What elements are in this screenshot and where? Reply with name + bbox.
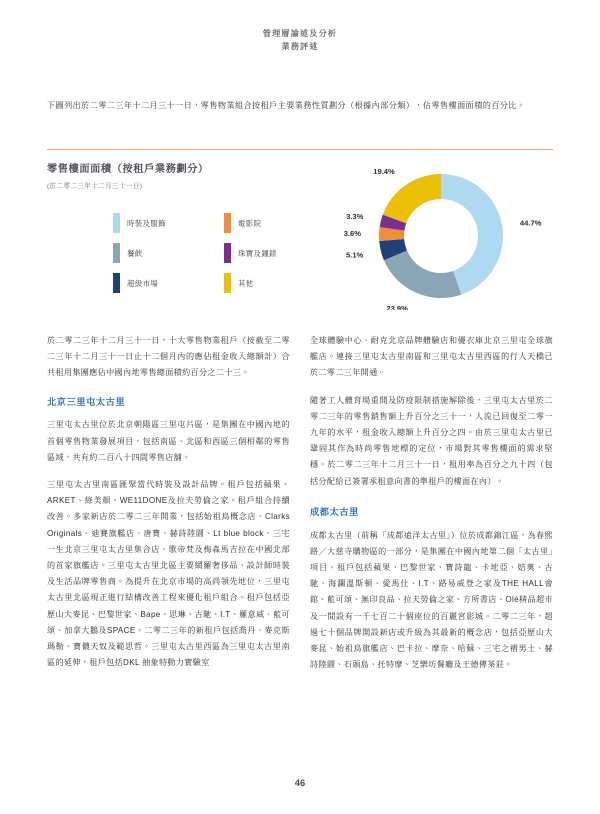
section-divider	[47, 149, 553, 150]
legend-item-others	[224, 268, 323, 298]
section-heading-beijing-sanlitun: 北京三里屯太古里	[47, 396, 126, 407]
legend-swatch-fashion	[113, 213, 120, 233]
body-column-left	[47, 333, 290, 671]
chart-legend	[113, 208, 323, 298]
section-heading-chengdu-taikoo-li: 成都太古里	[310, 506, 359, 517]
donut-slice-label: 5.1%	[345, 250, 364, 260]
legend-item-food-beverage	[113, 238, 212, 268]
running-head-line-1: 管理層論述及分析	[262, 29, 338, 38]
donut-slice-label: 23.9%	[386, 303, 408, 310]
donut-chart-svg	[333, 162, 553, 310]
left-paragraph-2: 三里屯太古里位於北京朝陽區三里屯片區，是集團在中國內地的首個零售物業發展項目，包括南區、北區和西區三個相鄰的零售區域，共有約二百八十四間零售店舖。	[47, 420, 290, 462]
left-paragraph-1: 於二零二三年十二月三十一日，十大零售物業租戶（按截至二零二三年十二月三十一日止十二個月內的應佔租金收入總額計）合共租用集團應佔中國內地零售總面積約百分之二十三。	[47, 336, 290, 378]
running-head	[0, 28, 600, 53]
legend-item-fashion	[113, 208, 212, 238]
legend-label-jewellery: 珠寶及鐘錶	[238, 248, 277, 258]
legend-swatch-supermarket	[113, 273, 120, 293]
intro-paragraph: 下圖列出於二零二三年十二月三十一日，零售物業組合按租戶主要業務性質劃分（根據內部分類），佔零售樓面面積的百分比。	[47, 101, 526, 110]
legend-label-fashion: 時裝及服飾	[127, 218, 166, 228]
legend-item-supermarket	[113, 268, 212, 298]
legend-swatch-others	[224, 273, 231, 293]
donut-slices	[379, 174, 503, 298]
legend-label-supermarket: 超級市場	[127, 278, 159, 288]
right-paragraph-3: 成都太古里（前稱「成都遠洋太古里」）位於成都錦江區，為春熙路／大慈寺購物區的一部分，是集團在中國內地第二個「太古里」項目。租戶包括蘋果、巴黎世家、寶詩龍、卡地亞、姞奧、古馳、海瀾溫斯頓、愛馬仕、I.T、路易威登之家及THE HALL會館、藍可頌、無印良品、拉夫勞倫之家、方所書店、Olé精品超市及一間設有一千七百二十個座位的百麗宮影城。二零二三年，超過七十個品牌開設新店或升級為其最新的概念店，包括亞歷山大麥昆、始祖鳥旗艦店、巴卡拉、摩奈、哈蘇、三宅之褶男士、赫詩陸園、石頭島、托特摩、芝樂坊餐廳及王德傳茶莊。	[310, 530, 553, 670]
legend-item-jewellery	[224, 238, 323, 268]
chart-subtitle: (於二零二三年十二月三十一日)	[47, 183, 143, 190]
legend-label-others: 其他	[238, 278, 254, 288]
legend-swatch-cinema	[224, 213, 231, 233]
legend-swatch-food-beverage	[113, 243, 120, 263]
donut-slice-label: 19.4%	[373, 166, 395, 176]
right-paragraph-1: 全球體驗中心、耐克北京品牌體驗店和優衣庫北京三里屯全球旗艦店。連接三里屯太古里南區和三里屯太古里西區的行人天橋已於二零二三年開通。	[310, 336, 553, 378]
left-paragraph-3: 三里屯太古里南區匯聚當代時裝及設計品牌。租戶包括蘋果、ARKET、綠美顏、WE11DONE及拉夫勞倫之家。租戶組合持續改善。多家新店於二零二三年開業，包括始祖鳥概念店、Clarks Originals、迪賽旗艦店、唐寶、赫詩陸園、Lt blue block、三宅一生北京三里屯太古里集合店、歌帝梵及梅森馬吉拉在中國北部的首家旗艦店。三里屯太古里北區主要網羅奢侈品、設計師時裝及生活品牌零售商。為提升在北京市場的高尚領先地位，三里屯太古里北區現正進行結構改善工程來優化租戶組合。租戶包括亞歷山大麥昆、巴黎世家、Bape、思琳、古馳、I.T、羅意威、藍可頌、加拿大鵝及SPACE。二零二三年的新租戶包括喬丹、麥克斯瑪勒、寶儂天奴及範思哲。三里屯太古里西區為三里屯太古里南區的延伸，租戶包括DKL 抽象特動力實驗室	[47, 480, 290, 668]
legend-swatch-jewellery	[224, 243, 231, 263]
legend-label-food-beverage: 餐飲	[127, 248, 143, 258]
page-number: 46	[294, 777, 306, 788]
donut-chart	[333, 162, 553, 310]
donut-slice-label: 44.7%	[519, 218, 542, 228]
donut-slice-label: 3.3%	[346, 212, 364, 222]
right-paragraph-2: 隨著工人體育場重開及防疫限制措施解除後，三里屯太古里於二零二三年的零售銷售額上升百分之三十一，人流已回復至二零一九年的水平，租金收入總額上升百分之四。由於三里屯太古里已鞏固其作為時尚零售地標的定位，市場對其零售樓面的需求堅穩。於二零二三年十二月三十一日，租用率為百分之九十四（包括分配給已簽署承租意向書的準租戶的樓面在內）。	[310, 395, 553, 486]
donut-slice	[384, 250, 461, 298]
legend-label-cinema: 電影院	[238, 218, 262, 228]
body-column-right	[310, 333, 553, 673]
donut-slice	[383, 174, 441, 223]
donut-slice-label: 3.6%	[343, 229, 361, 239]
legend-item-cinema	[224, 208, 323, 238]
chart-title: 零售樓面面積（按租戶業務劃分）	[47, 164, 209, 175]
retail-floor-area-chart	[47, 160, 553, 310]
running-head-line-2: 業務評述	[281, 41, 319, 51]
